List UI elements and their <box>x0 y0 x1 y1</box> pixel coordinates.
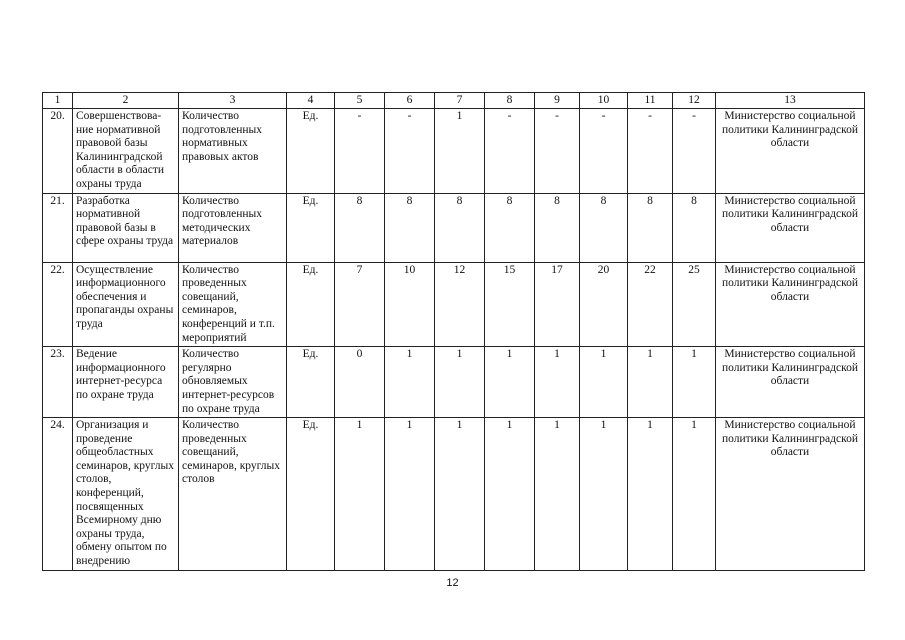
value-cell: - <box>485 109 535 194</box>
unit-cell: Ед. <box>287 109 335 194</box>
table-row <box>43 109 865 194</box>
value-cell: 1 <box>535 418 580 571</box>
value-cell: 1 <box>435 418 485 571</box>
header-cell: 1 <box>43 93 73 109</box>
activity-name: Ведение информационного интернет-ресурса по охране труда <box>73 347 179 418</box>
value-cell: 1 <box>580 418 628 571</box>
value-cell: 0 <box>335 347 385 418</box>
indicator-name: Количество проведенных совещаний, семинаров, конференций и т.п. мероприятий <box>179 262 287 347</box>
executor-cell: Министерство социальной политики Калининградской области <box>716 262 865 347</box>
value-cell: - <box>335 109 385 194</box>
indicator-name: Количество подготовленных методических материалов <box>179 193 287 262</box>
header-cell: 13 <box>716 93 865 109</box>
unit-cell: Ед. <box>287 418 335 571</box>
value-cell: 1 <box>485 347 535 418</box>
value-cell: 8 <box>435 193 485 262</box>
value-cell: 25 <box>673 262 716 347</box>
value-cell: 10 <box>385 262 435 347</box>
value-cell: 1 <box>485 418 535 571</box>
value-cell: - <box>385 109 435 194</box>
row-number: 24. <box>43 418 73 571</box>
indicator-name: Количество подготовленных нормативных правовых актов <box>179 109 287 194</box>
row-number: 20. <box>43 109 73 194</box>
table-row <box>43 347 865 418</box>
table-row <box>43 193 865 262</box>
header-cell: 3 <box>179 93 287 109</box>
header-cell: 2 <box>73 93 179 109</box>
value-cell: - <box>535 109 580 194</box>
value-cell: 1 <box>435 347 485 418</box>
header-cell: 11 <box>628 93 673 109</box>
value-cell: 1 <box>673 347 716 418</box>
value-cell: 8 <box>580 193 628 262</box>
header-cell: 6 <box>385 93 435 109</box>
value-cell: 1 <box>385 418 435 571</box>
value-cell: - <box>580 109 628 194</box>
table-row <box>43 262 865 347</box>
table-row <box>43 418 865 571</box>
program-table <box>42 92 865 571</box>
value-cell: 15 <box>485 262 535 347</box>
value-cell: 7 <box>335 262 385 347</box>
header-cell: 10 <box>580 93 628 109</box>
value-cell: 17 <box>535 262 580 347</box>
value-cell: 1 <box>535 347 580 418</box>
value-cell: 8 <box>673 193 716 262</box>
value-cell: 22 <box>628 262 673 347</box>
row-number: 23. <box>43 347 73 418</box>
row-number: 22. <box>43 262 73 347</box>
activity-name: Осуществление информационного обеспечения и пропаганды охраны труда <box>73 262 179 347</box>
value-cell: 1 <box>580 347 628 418</box>
value-cell: 1 <box>628 418 673 571</box>
header-cell: 9 <box>535 93 580 109</box>
value-cell: 8 <box>628 193 673 262</box>
page-number: 12 <box>446 577 459 589</box>
header-cell: 4 <box>287 93 335 109</box>
value-cell: 1 <box>335 418 385 571</box>
row-number: 21. <box>43 193 73 262</box>
value-cell: 1 <box>628 347 673 418</box>
activity-name: Разработка нормативной правовой базы в сфере охраны труда <box>73 193 179 262</box>
unit-cell: Ед. <box>287 193 335 262</box>
value-cell: 1 <box>673 418 716 571</box>
indicator-name: Количество проведенных совещаний, семинаров, круглых столов <box>179 418 287 571</box>
value-cell: 1 <box>435 109 485 194</box>
executor-cell: Министерство социальной политики Калининградской области <box>716 193 865 262</box>
value-cell: - <box>673 109 716 194</box>
executor-cell: Министерство социальной политики Калининградской области <box>716 418 865 571</box>
value-cell: 1 <box>385 347 435 418</box>
indicator-name: Количество регулярно обновляемых интернет-ресурсов по охране труда <box>179 347 287 418</box>
header-cell: 7 <box>435 93 485 109</box>
activity-name: Организация и проведение общеобластных семинаров, круглых столов, конференций, посвященных Всемирному дню охраны труда, обмену опытом по внедрению <box>73 418 179 571</box>
value-cell: 20 <box>580 262 628 347</box>
value-cell: 8 <box>385 193 435 262</box>
value-cell: 8 <box>535 193 580 262</box>
value-cell: 12 <box>435 262 485 347</box>
header-cell: 12 <box>673 93 716 109</box>
value-cell: 8 <box>485 193 535 262</box>
value-cell: - <box>628 109 673 194</box>
executor-cell: Министерство социальной политики Калининградской области <box>716 347 865 418</box>
executor-cell: Министерство социальной политики Калининградской области <box>716 109 865 194</box>
header-cell: 8 <box>485 93 535 109</box>
unit-cell: Ед. <box>287 262 335 347</box>
unit-cell: Ед. <box>287 347 335 418</box>
header-cell: 5 <box>335 93 385 109</box>
header-row <box>43 93 865 109</box>
activity-name: Совершенствова-ние нормативной правовой базы Калининградской области в области охраны труда <box>73 109 179 194</box>
value-cell: 8 <box>335 193 385 262</box>
